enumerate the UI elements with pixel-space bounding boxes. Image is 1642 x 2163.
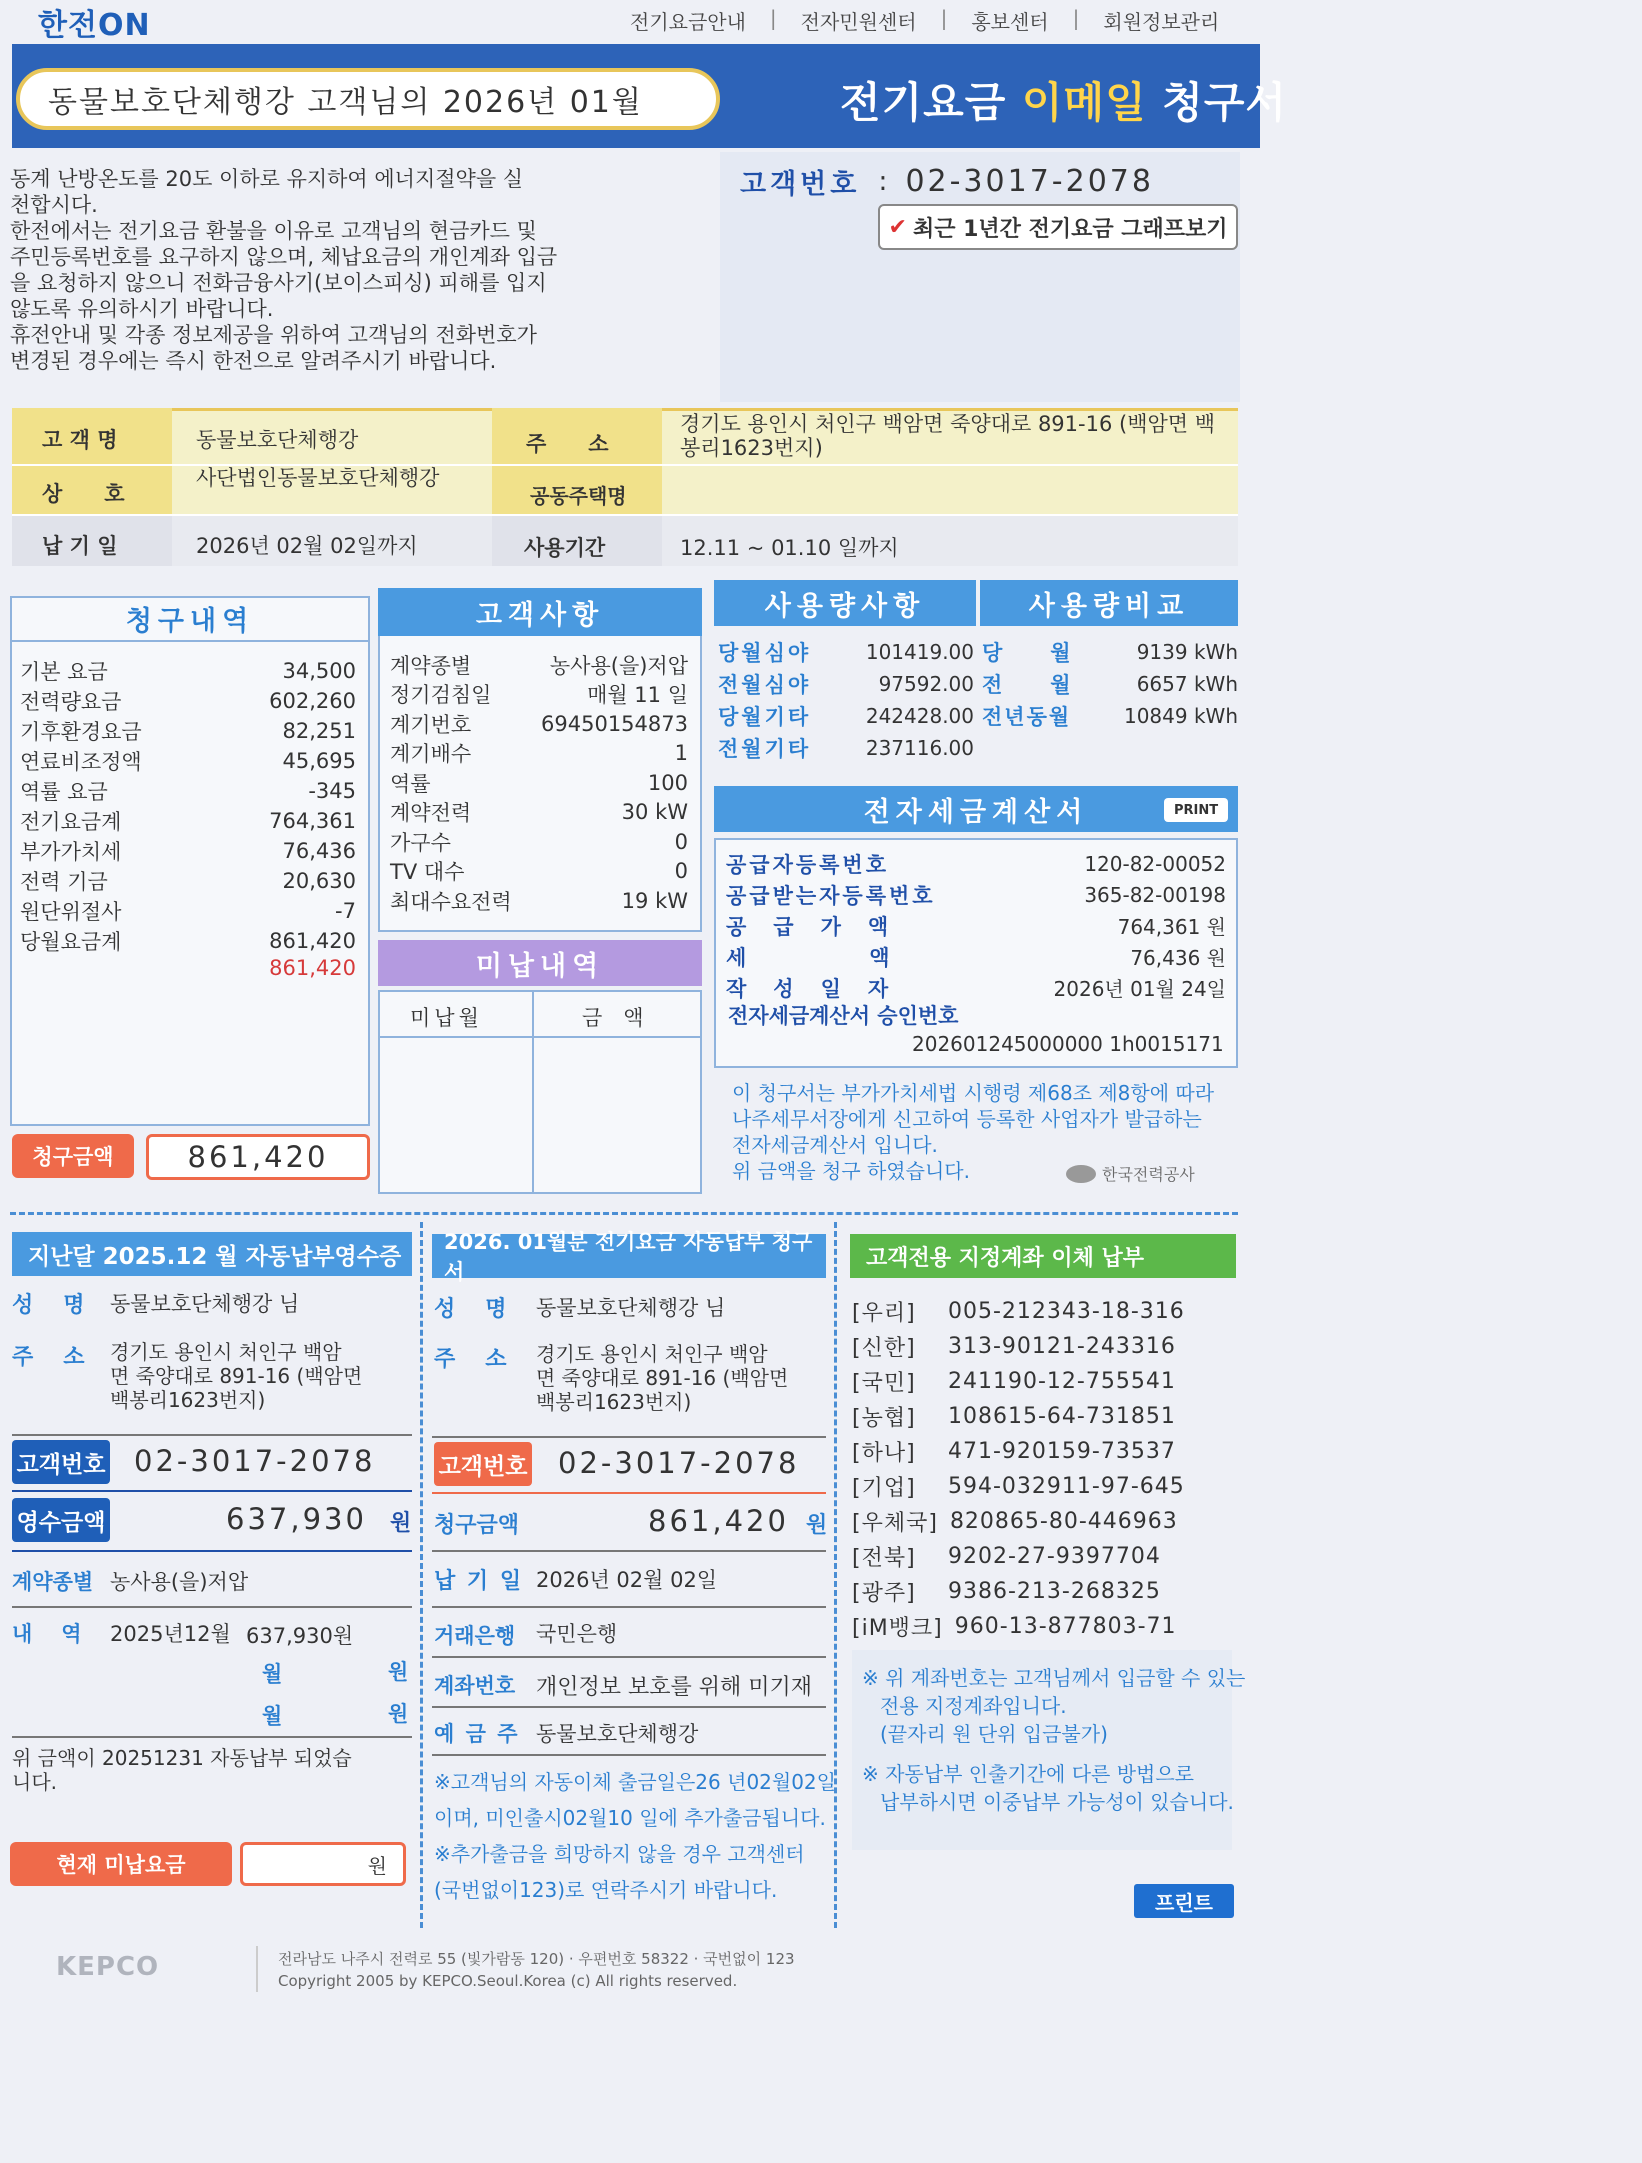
account-bank: [하나]	[852, 1441, 916, 1466]
tax-row	[726, 972, 1226, 1003]
customer-row	[390, 886, 688, 916]
notice-text: 동계 난방온도를 20도 이하로 유지하여 에너지절약을 실 천합시다. 한전에서는 전기요금 환불을 이유로 고객님의 현금카드 및 주민등록번호를 요구하지 않으며, 체납요금의 개인계좌 입금 을 요청하지 않으니 전화금융사기(보이스피싱) 피해를 입지 않도록 유의하시기 바랍니다. 휴전안내 및 각종 정보제공을 위하여 고객님의 전화번호가 변경된 경우에는 즉시 한전으로 알려주시기 바랍니다.	[10, 167, 558, 373]
account-row	[852, 1434, 1232, 1469]
billing-row	[20, 716, 356, 746]
nav-item-bill-guide[interactable]: 전기요금안내	[630, 10, 746, 34]
billing-row-value: 861,420	[269, 929, 356, 953]
billing-row-label: 당월요금계	[20, 930, 122, 954]
tax-row-value: 76,436 원	[1130, 946, 1226, 970]
billing-row-label: 원단위절사	[20, 900, 122, 924]
account-number: 594-032911-97-645	[948, 1474, 1185, 1499]
receipt-detail-label: 내 역	[12, 1622, 86, 1646]
dashed-separator	[10, 1212, 1238, 1215]
tax-row-label: 공급자등록번호	[726, 852, 890, 877]
billing-row-label: 기후환경요금	[20, 720, 142, 744]
customer-row	[390, 709, 688, 739]
account-number: 9386-213-268325	[948, 1579, 1161, 1604]
billing-row	[20, 656, 356, 686]
customer-row-label: 최대수요전력	[390, 889, 512, 914]
billing-row-value: 34,500	[282, 659, 356, 683]
info-name: 동물보호단체행강	[196, 428, 359, 452]
usage-row-label: 당월심야	[718, 641, 812, 665]
claim-amount-value: 861,420	[146, 1134, 370, 1180]
billing-row	[20, 866, 356, 896]
accounts-header: 고객전용 지정계좌 이체 납부	[850, 1234, 1236, 1278]
tax-list	[726, 848, 1226, 1003]
billing-total-red: 861,420	[269, 956, 356, 980]
receipt-footer-text: 위 금액이 20251231 자동납부 되었습 니다.	[12, 1746, 352, 1794]
account-number: 960-13-877803-71	[954, 1614, 1177, 1639]
bill-due: 2026년 02월 02일	[536, 1568, 718, 1592]
page-title: 전기요금 이메일 청구서	[840, 78, 1287, 127]
receipt-blank-month-1: 월	[262, 1662, 283, 1686]
receipt-amount-label: 영수금액	[12, 1498, 110, 1542]
usage-row	[718, 732, 974, 764]
customer-row-value: 19 kW	[621, 888, 688, 913]
usage-row-value: 97592.00	[878, 672, 974, 696]
account-number: 005-212343-18-316	[948, 1299, 1185, 1324]
customer-items-title: 고객사항	[378, 588, 702, 636]
account-bank: [신한]	[852, 1336, 916, 1361]
accounts-note-2: ※ 자동납부 인출기간에 다른 방법으로 납부하시면 이중납부 가능성이 있습니다.	[862, 1762, 1234, 1814]
receipt-amount-won: 원	[390, 1511, 412, 1536]
info-period-label: 사용기간	[524, 536, 606, 560]
info-complex-label: 공동주택명	[530, 484, 627, 508]
compare-row-label: 전 월	[982, 673, 1073, 697]
receipt-amount: 637,930	[226, 1502, 367, 1536]
compare-row-label: 당 월	[982, 641, 1073, 665]
account-bank: [농협]	[852, 1406, 916, 1431]
bill-due-label: 납 기 일	[434, 1569, 524, 1594]
tax-row-value: 2026년 01월 24일	[1053, 977, 1226, 1001]
usage-row	[718, 636, 974, 668]
customer-row	[390, 680, 688, 710]
kepco-seal: 한국전력공사	[1066, 1162, 1195, 1185]
nav-item-member-info[interactable]: 회원정보관리	[1103, 10, 1220, 34]
tax-row	[726, 941, 1226, 972]
billing-row	[20, 806, 356, 836]
bill-bank: 국민은행	[536, 1622, 618, 1646]
info-period: 12.11 ~ 01.10 일까지	[680, 536, 899, 560]
receipt-name: 동물보호단체행강 님	[110, 1292, 300, 1316]
kepco-on-logo[interactable]: 한전ON	[38, 8, 151, 43]
billing-row-label: 역률 요금	[20, 780, 108, 804]
info-trade-label: 상 호	[42, 482, 125, 506]
bill-bank-label: 거래은행	[434, 1624, 516, 1648]
receipt-name-label: 성 명	[12, 1293, 89, 1318]
account-bank: [우리]	[852, 1301, 916, 1326]
compare-row-value: 6657 kWh	[1136, 672, 1238, 696]
accounts-note-1: ※ 위 계좌번호는 고객님께서 입금할 수 있는 전용 지정계좌입니다. (끝자리 원 단위 입금불가)	[862, 1666, 1246, 1746]
compare-list	[982, 636, 1238, 732]
receipt-detail-month: 2025년12월	[110, 1622, 231, 1646]
customer-row	[390, 798, 688, 828]
kepco-seal-icon	[1066, 1165, 1096, 1183]
top-nav: 전기요금안내 | 전자민원센터 | 홍보센터 | 회원정보관리	[630, 6, 1220, 34]
account-row	[852, 1294, 1232, 1329]
info-due-label: 납 기 일	[42, 534, 118, 558]
compare-row	[982, 668, 1238, 700]
billing-row-value: -345	[308, 779, 356, 803]
current-unpaid-label: 현재 미납요금	[10, 1842, 232, 1886]
receipt-detail-amount: 637,930원	[246, 1624, 354, 1648]
unpaid-col-month: 미납월	[410, 1006, 483, 1030]
account-number: 820865-80-446963	[949, 1509, 1178, 1534]
info-addr-label: 주 소	[526, 432, 609, 456]
account-row	[852, 1364, 1232, 1399]
billing-row	[20, 836, 356, 866]
billing-title: 청구내역	[10, 596, 370, 642]
unpaid-col-amount: 금 액	[582, 1006, 644, 1030]
account-number: 313-90121-243316	[948, 1334, 1176, 1359]
graph-view-button[interactable]: ✔ 최근 1년간 전기요금 그래프보기	[878, 204, 1238, 250]
billing-row-label: 기본 요금	[20, 660, 108, 684]
receipt-blank-won-2: 원	[388, 1702, 409, 1726]
usage-row-label: 전월심야	[718, 673, 812, 697]
account-bank: [전북]	[852, 1546, 916, 1571]
bill-amount-won: 원	[806, 1513, 828, 1538]
current-unpaid-value: 원	[240, 1842, 406, 1886]
billing-row-value: 20,630	[282, 869, 356, 893]
account-list	[852, 1294, 1232, 1644]
usage-row-value: 242428.00	[865, 704, 974, 728]
usage-row-label: 전월기타	[718, 737, 812, 761]
unpaid-title: 미납내역	[378, 940, 702, 986]
customer-row-value: 30 kW	[621, 800, 688, 825]
info-addr: 경기도 용인시 처인구 백암면 죽양대로 891-16 (백암면 백봉리1623번지)	[680, 412, 1216, 460]
account-bank: [우체국]	[852, 1511, 938, 1536]
billing-row	[20, 896, 356, 926]
tax-row-value: 120-82-00052	[1084, 851, 1226, 876]
billing-row-value: 602,260	[269, 689, 356, 713]
billing-row	[20, 926, 356, 956]
customer-row-value: 매월 11 일	[587, 683, 688, 708]
bill-acct: 개인정보 보호를 위해 미기재	[536, 1675, 813, 1700]
print-button[interactable]: 프린트	[1134, 1884, 1234, 1918]
customer-no: 고객번호 : 02-3017-2078	[740, 164, 1154, 200]
billing-row-label: 전력 기금	[20, 870, 108, 894]
tax-invoice-title: 전자세금계산서	[714, 786, 1238, 832]
compare-row	[982, 636, 1238, 668]
account-row	[852, 1504, 1232, 1539]
tax-approval-no: 202601245000000 1h0015171	[912, 1032, 1224, 1056]
billing-row-label: 전력량요금	[20, 690, 122, 714]
bill-header: 2026. 01월분 전기요금 자동납부 청구서	[432, 1234, 826, 1278]
receipt-addr: 경기도 용인시 처인구 백암 면 죽양대로 891-16 (백암면 백봉리1623번지)	[110, 1340, 363, 1412]
customer-row-value: 0	[674, 829, 688, 854]
customer-row	[390, 827, 688, 857]
bill-amount-label: 청구금액	[434, 1513, 520, 1538]
receipt-custno: 02-3017-2078	[134, 1444, 376, 1478]
billing-row-label: 부가가치세	[20, 840, 122, 864]
receipt-custno-label: 고객번호	[12, 1440, 110, 1484]
footer-address: 전라남도 나주시 전력로 55 (빛가람동 120) · 우편번호 58322 · 국번없이 123	[278, 1950, 795, 1968]
customer-row-label: 가구수	[390, 830, 451, 855]
account-row	[852, 1469, 1232, 1504]
usage-row-label: 당월기타	[718, 705, 812, 729]
tax-note: 이 청구서는 부가가치세법 시행령 제68조 제8항에 따라 나주세무서장에게 신고하여 등록한 사업자가 발급하는 전자세금계산서 입니다. 위 금액을 청구 하였습니다.	[732, 1081, 1215, 1183]
account-row	[852, 1399, 1232, 1434]
usage-list	[718, 636, 974, 764]
customer-row-label: 계기번호	[390, 712, 472, 737]
customer-row	[390, 857, 688, 887]
compare-title: 사용량비교	[980, 580, 1238, 626]
receipt-type-label: 계약종별	[12, 1570, 94, 1594]
footer-copyright: Copyright 2005 by KEPCO.Seoul.Korea (c) All rights reserved.	[278, 1972, 738, 1990]
compare-row-value: 10849 kWh	[1123, 704, 1238, 728]
kepco-footer-logo: KEPCO	[56, 1952, 160, 1982]
compare-row	[982, 700, 1238, 732]
bill-addr-label: 주 소	[434, 1347, 511, 1372]
billing-row	[20, 776, 356, 806]
bill-notes: ※고객님의 자동이체 출금일은26 년02월02일 이며, 미인출시02월10 일에 추가출금됩니다. ※추가출금을 희망하지 않을 경우 고객센터 (국번없이123)로 연락주시기 바랍니다.	[434, 1770, 836, 1902]
claim-amount-label: 청구금액	[12, 1134, 134, 1178]
customer-row-value: 1	[674, 741, 688, 766]
account-row	[852, 1609, 1232, 1644]
tax-row-label: 공급받는자등록번호	[726, 883, 936, 908]
bill-amount: 861,420	[648, 1504, 789, 1538]
customer-row	[390, 739, 688, 769]
billing-list	[20, 656, 356, 956]
billing-row-value: 82,251	[282, 719, 356, 743]
compare-row-value: 9139 kWh	[1136, 640, 1238, 664]
billing-row-value: 764,361	[269, 809, 356, 833]
billing-row	[20, 746, 356, 776]
account-number: 471-920159-73537	[948, 1439, 1176, 1464]
check-icon: ✔	[888, 214, 907, 240]
billing-row-value: 45,695	[282, 749, 356, 773]
tax-row-label: 공 급 가 액	[726, 914, 892, 939]
billing-row-label: 연료비조정액	[20, 750, 142, 774]
tax-row	[726, 848, 1226, 879]
account-bank: [iM뱅크]	[852, 1616, 943, 1641]
receipt-type: 농사용(을)저압	[110, 1570, 249, 1594]
account-bank: [국민]	[852, 1371, 916, 1396]
usage-row-value: 237116.00	[865, 736, 974, 760]
customer-period-pill: 동물보호단체행강 고객님의 2026년 01월	[16, 68, 720, 130]
account-number: 241190-12-755541	[948, 1369, 1176, 1394]
account-bank: [기업]	[852, 1476, 916, 1501]
usage-row	[718, 700, 974, 732]
bill-custno: 02-3017-2078	[558, 1446, 800, 1480]
customer-list	[390, 650, 688, 916]
tax-print-button[interactable]: PRINT	[1164, 798, 1228, 822]
bill-addr: 경기도 용인시 처인구 백암 면 죽양대로 891-16 (백암면 백봉리1623번지)	[536, 1342, 789, 1414]
usage-row	[718, 668, 974, 700]
bill-name-label: 성 명	[434, 1297, 511, 1322]
bill-holder-label: 예 금 주	[434, 1722, 520, 1746]
bill-acct-label: 계좌번호	[434, 1674, 516, 1698]
nav-item-e-civil[interactable]: 전자민원센터	[800, 10, 917, 34]
account-number: 108615-64-731851	[948, 1404, 1176, 1429]
bill-custno-label: 고객번호	[434, 1442, 532, 1486]
info-due: 2026년 02월 02일까지	[196, 534, 418, 558]
account-number: 9202-27-9397704	[948, 1544, 1161, 1569]
usage-row-value: 101419.00	[865, 640, 974, 664]
tax-row-label: 세 액	[726, 945, 893, 970]
billing-row-value: -7	[335, 899, 356, 923]
account-bank: [광주]	[852, 1581, 916, 1606]
tax-row	[726, 910, 1226, 941]
customer-row-value: 0	[674, 859, 688, 884]
usage-title: 사용량사항	[714, 580, 976, 626]
account-row	[852, 1574, 1232, 1609]
customer-row-label: 정기검침일	[390, 683, 492, 708]
customer-row-value: 69450154873	[541, 711, 688, 736]
customer-row-label: 역률	[390, 771, 431, 796]
customer-row-label: TV 대수	[390, 860, 465, 885]
info-trade: 사단법인동물보호단체행강	[196, 466, 440, 490]
billing-row-label: 전기요금계	[20, 810, 122, 834]
receipt-blank-won-1: 원	[388, 1660, 409, 1684]
bill-holder: 동물보호단체행강	[536, 1722, 699, 1746]
account-row	[852, 1329, 1232, 1364]
bill-name: 동물보호단체행강 님	[536, 1296, 726, 1320]
nav-item-pr-center[interactable]: 홍보센터	[971, 10, 1049, 34]
tax-row-label: 작 성 일 자	[726, 976, 892, 1001]
customer-row-label: 계약종별	[390, 653, 472, 678]
receipt-blank-month-2: 월	[262, 1704, 283, 1728]
account-row	[852, 1539, 1232, 1574]
info-name-label: 고 객 명	[42, 428, 118, 452]
tax-row-value: 764,361 원	[1117, 915, 1226, 939]
customer-row	[390, 768, 688, 798]
tax-row-value: 365-82-00198	[1084, 882, 1226, 907]
tax-row	[726, 879, 1226, 910]
compare-row-label: 전년동월	[982, 705, 1072, 729]
receipt-addr-label: 주 소	[12, 1345, 89, 1370]
customer-row	[390, 650, 688, 680]
customer-row-label: 계기배수	[390, 742, 472, 767]
receipt-header: 지난달 2025.12 월 자동납부영수증	[12, 1232, 412, 1276]
customer-row-label: 계약전력	[390, 801, 472, 826]
billing-row-value: 76,436	[282, 839, 356, 863]
billing-row	[20, 686, 356, 716]
tax-approval-label: 전자세금계산서 승인번호	[728, 1004, 959, 1028]
customer-row-value: 100	[647, 770, 688, 795]
customer-row-value: 농사용(을)저압	[549, 653, 688, 678]
